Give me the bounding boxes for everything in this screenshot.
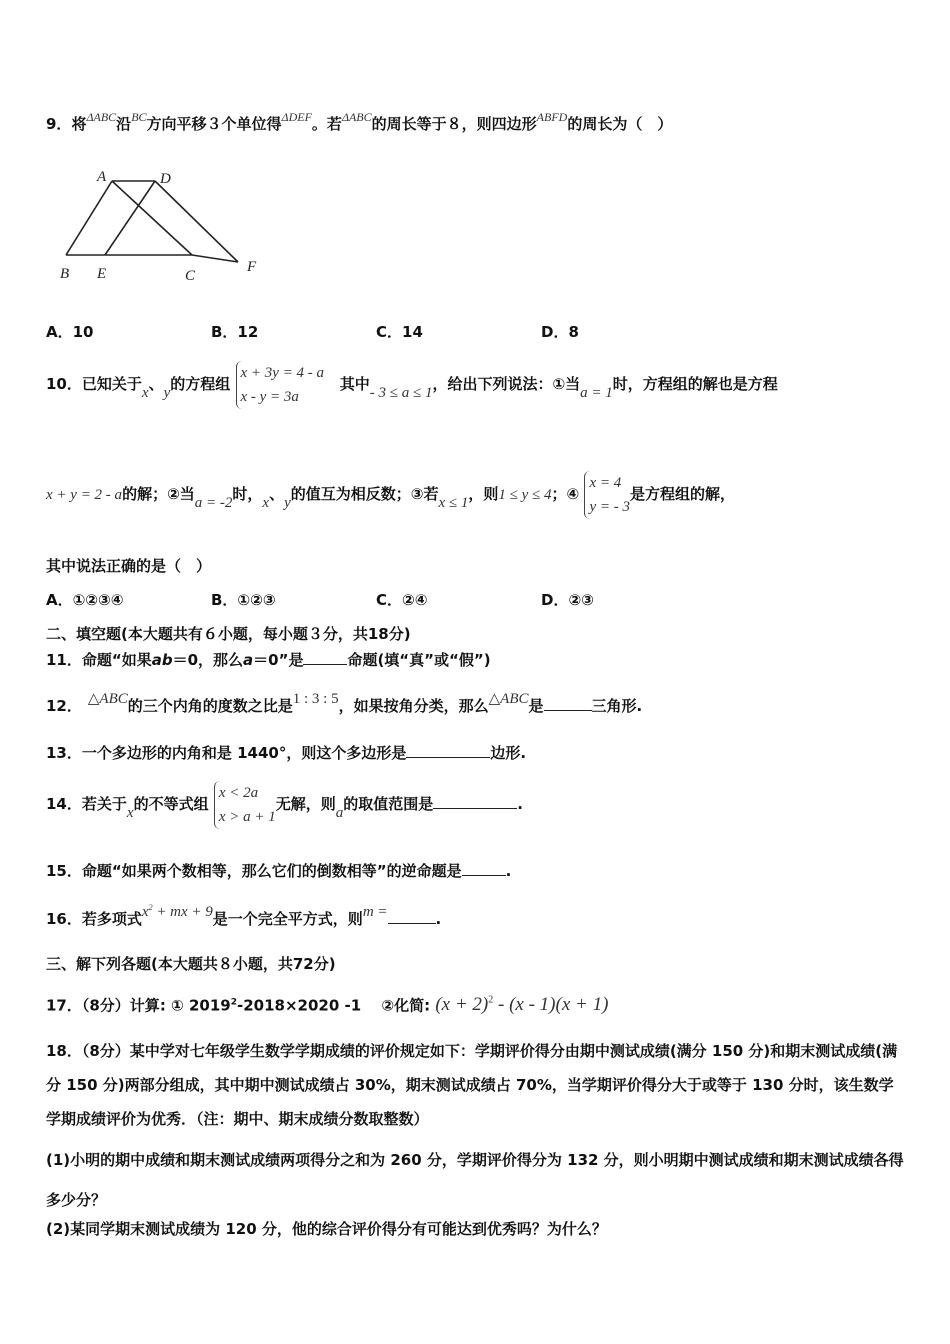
label-a: A [97,169,107,185]
answer-blank[interactable] [544,696,592,711]
label-f: F [247,259,257,275]
answer-blank[interactable] [388,909,436,924]
label-b: B [60,266,70,282]
question-15: 15．命题“如果两个数相等，那么它们的倒数相等”的逆命题是 . [46,862,512,880]
segment-df [155,181,238,262]
section-2-heading: 二、填空题(本大题共有６小题，每小题３分，共18分) [46,625,411,643]
answer-blank[interactable] [433,794,517,809]
question-11: 11．命题“如果ab＝0，那么a＝0”是 命题(填“真”或“假”) [46,651,491,669]
inequality-system: x < 2a x > a + 1 [214,781,276,829]
segment-de [105,181,155,255]
question-13: 13．一个多边形的内角和是 1440°，则这个多边形是 边形. [46,744,527,762]
segment-ab [66,181,112,255]
question-17: 17．（8分）计算: ① $2019^2-2018\times 2020$ -1 ②化简: $(x + 2)^2 - (x - 1)(x + 1)$ [46,994,609,1016]
option-d[interactable]: D．②③ [541,591,594,609]
answer-blank[interactable] [406,743,490,758]
option-c[interactable]: C．14 [376,323,423,341]
segment-ac [112,181,192,255]
question-14: 14．若关于x的不等式组 x < 2a x > a + 1无解，则a的取值范围是 . [46,778,523,831]
section-3-heading: 三、解下列各题(本大题共８小题，共72分) [46,955,336,973]
option-b[interactable]: B．①②③ [211,591,276,609]
option-d[interactable]: D．8 [541,323,579,341]
question-10-statements: x + y = 2 - a的解；②当a = -2时，x、y的值互为相反数；③若x ≤ 1，则1 ≤ y ≤ 4；④ x = 4 y = - 3是方程组的解， [46,468,735,521]
question-10-options [46,590,706,610]
option-c[interactable]: C．②④ [376,591,428,609]
label-c: C [185,268,196,284]
question-18-part-2: (2)某同学期末测试成绩为 120 分，他的综合评价得分有可能达到优秀吗？为什么？ [46,1220,607,1238]
option-b[interactable]: B．12 [211,323,259,341]
equation-system: x + 3y = 4 - a x - y = 3a [236,361,325,409]
question-18-part-1: (1)小明的期中成绩和期末测试成绩两项得分之和为 260 分，学期评价得分为 132 分，则小明期中测试成绩和期末测试成绩各得多少分？ [46,1151,904,1209]
option-a[interactable]: A．①②③④ [46,591,124,609]
answer-blank[interactable] [303,650,347,665]
simplify-expression: $(x + 2)^2 - (x - 1)(x + 1)$ [435,994,609,1016]
solution-system: x = 4 y = - 3 [584,471,630,519]
question-16: 16．若多项式$x^2$ + mx + 9是一个完全平方式，则m = . [46,903,442,928]
translation-figure [55,165,270,285]
option-a[interactable]: A．10 [46,323,94,341]
label-d: D [160,171,171,187]
question-10-prompt: 其中说法正确的是（ ） [46,557,212,575]
question-10-stem: 10．已知关于x、y的方程组 x + 3y = 4 - a x - y = 3a 其中- 3 ≤ a ≤ 1，给出下列说法：①当a = 1时，方程组的解也是方程 [46,358,778,411]
question-9-stem: 9．将$^{\Delta ABC}$沿$^{BC}$方向平移３个单位得$^{\Delta DEF}$。若$^{\Delta ABC}$的周长等于８，则四边形$^{ABFD}$的周长为（ ） [46,110,673,133]
label-e: E [97,266,107,282]
question-9-options [46,322,706,342]
question-18-stem: 18．（8分）某中学对七年级学生数学学期成绩的评价规定如下：学期评价得分由期中测试成绩(满分 150 分)和期末测试成绩(满分 150 分)两部分组成，其中期中测试成绩占 30%，期末测试成绩占 70%，当学期评价得分大于或等于 130 分时，该生数学学期成绩评价为优秀．（注：期中、期末成绩分数取整数） [46,1042,898,1128]
answer-blank[interactable] [462,861,506,876]
question-12: 12． △ABC的三个内角的度数之比是1 : 3 : 5，如果按角分类，那么△ABC是 三角形. [46,691,643,715]
